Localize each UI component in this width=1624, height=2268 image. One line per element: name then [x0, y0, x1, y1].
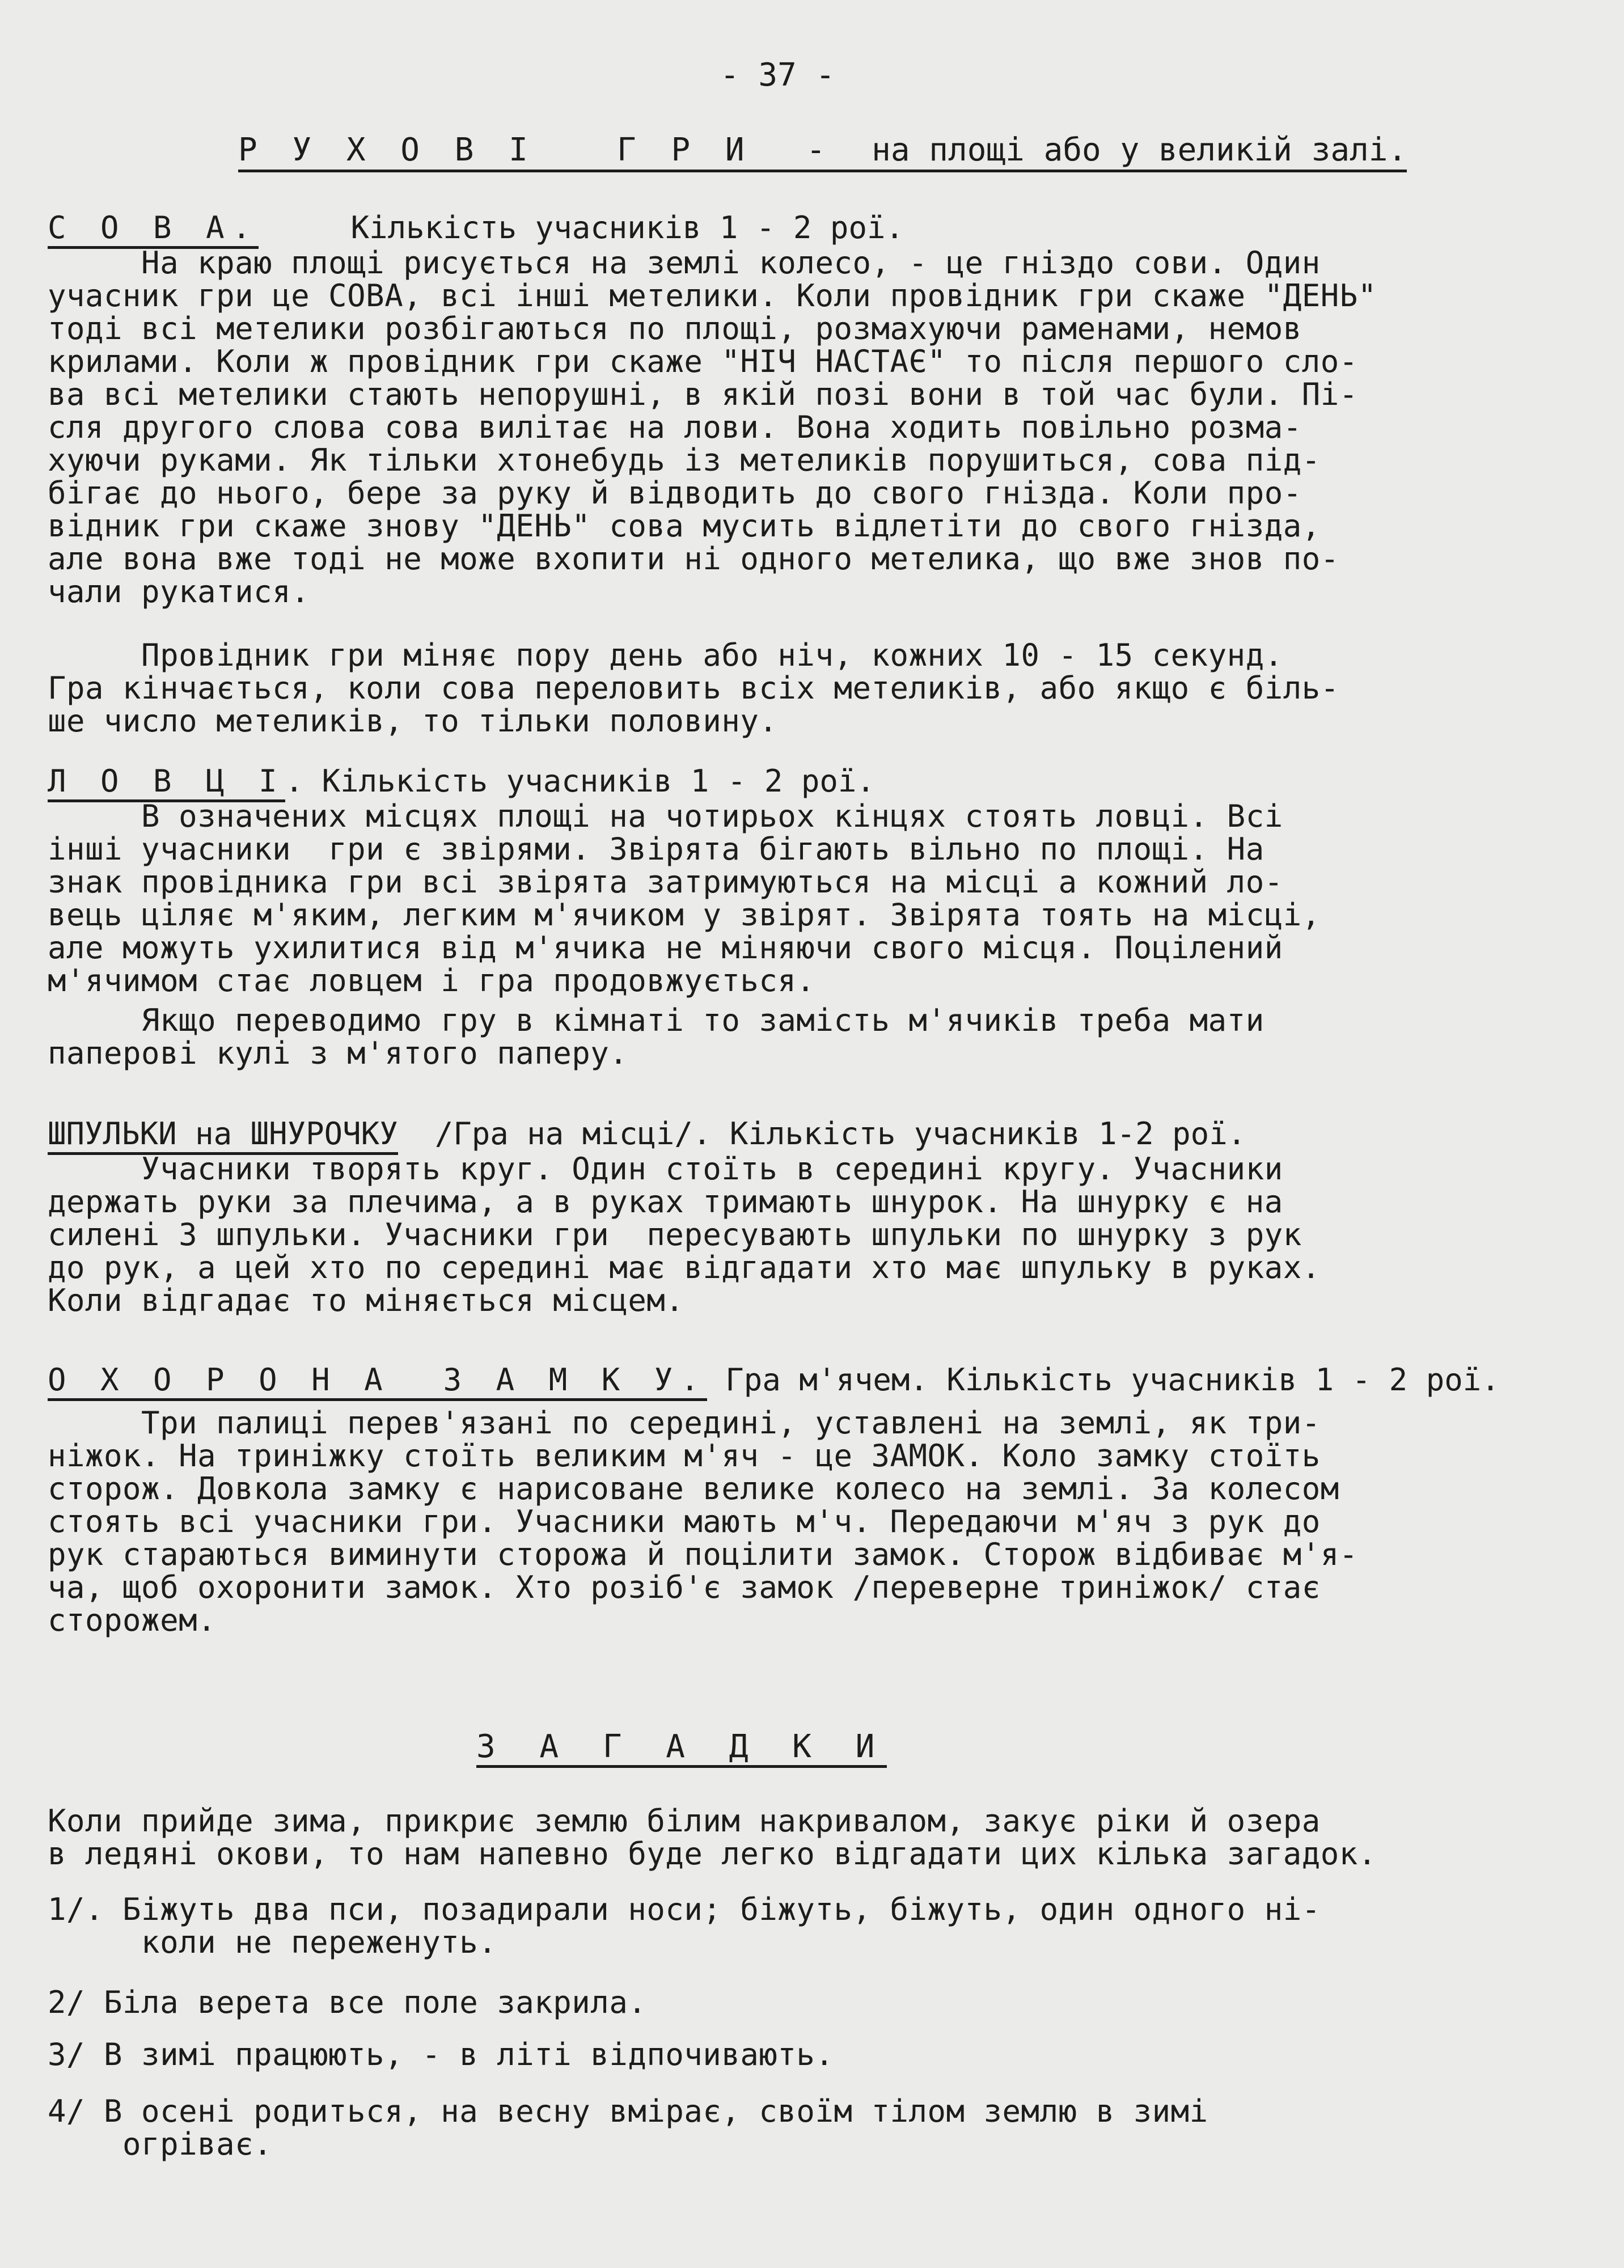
text-line: рук стараються виминути сторожа й поцілити замок. Сторож відбиває м'я-	[48, 1537, 1358, 1572]
text-line: На краю площі рисується на землі колесо, - це гніздо сови. Один	[48, 245, 1321, 281]
section-lovtsi-name: Л О В Ц І	[48, 763, 285, 802]
text-line: Три палиці перев'язані по середині, уставлені на землі, як три-	[48, 1405, 1321, 1441]
text-line: ше число метеликів, то тільки половину.	[48, 703, 778, 739]
section-okhorona-heading	[48, 1362, 1500, 1398]
text-line: хуючи руками. Як тільки хтонебудь із метеликів порушиться, сова під-	[48, 442, 1321, 478]
section-shpulky-participants: /Гра на місці/. Кількість учасників 1-2 рої.	[397, 1116, 1246, 1152]
text-line: м'ячимом стає ловцем і гра продовжується.	[48, 963, 815, 998]
text-line: Провідник гри міняє пору день або ніч, кожних 10 - 15 секунд.	[48, 637, 1283, 673]
riddle-item: 3/ В зимі працюють, - в літі відпочивають.	[48, 2037, 834, 2072]
riddle-item: 1/. Біжуть два пси, позадирали носи; біжуть, біжуть, один одного ні-	[48, 1892, 1321, 1927]
text-line: але вона вже тоді не може вхопити ні одного метелика, що вже знов по-	[48, 541, 1339, 577]
text-line: але можуть ухилитися від м'ячика не міняючи свого місця. Поцілений	[48, 930, 1283, 966]
riddles-intro-line: Коли прийде зима, прикриє землю білим накривалом, закує ріки й озера	[48, 1803, 1321, 1839]
section-sova-heading	[48, 210, 904, 246]
text-line: чали рукатися.	[48, 574, 310, 610]
riddle-item: огріває.	[48, 2126, 273, 2162]
section-shpulky-heading	[48, 1116, 1246, 1152]
text-line: держать руки за плечима, а в руках тримають шнурок. На шнурку є на	[48, 1184, 1283, 1220]
text-line: В означених місцях площі на чотирьох кінцях стоять ловці. Всі	[48, 798, 1283, 834]
text-line: учасник гри це СОВА, всі інші метелики. Коли провідник гри скаже "ДЕНЬ"	[48, 278, 1377, 314]
text-line: Коли відгадає то міняється місцем.	[48, 1283, 684, 1318]
text-line: сля другого слова сова вилітає на лови. Вона ходить повільно розма-	[48, 409, 1302, 445]
section-lovtsi-heading	[48, 763, 875, 799]
text-line: знак провідника гри всі звірята затримуються на місці а кожний ло-	[48, 864, 1283, 900]
text-line: тоді всі метелики розбігаються по площі, розмахуючи раменами, немов	[48, 311, 1302, 346]
text-line: Учасники творять круг. Один стоїть в середині кругу. Учасники	[48, 1151, 1283, 1187]
page-number: - 37 -	[720, 57, 835, 94]
text-line: вець ціляє м'яким, легким м'ячиком у звірят. Звірята тоять на місці,	[48, 897, 1321, 933]
section-okhorona-name: О Х О Р О Н А З А М К У.	[48, 1362, 707, 1401]
section-sova-participants: Кількість учасників 1 - 2 рої.	[259, 210, 904, 246]
section-shpulky-name: ШПУЛЬКИ на ШНУРОЧКУ	[48, 1116, 398, 1155]
title-part-2: на площі або у великій залі.	[833, 132, 1407, 168]
text-line: крилами. Коли ж провідник гри скаже "НІЧ НАСТАЄ" то після першого сло-	[48, 344, 1358, 379]
text-line: до рук, а цей хто по середині має відгадати хто має шпульку в руках.	[48, 1250, 1321, 1285]
riddle-item: 2/ Біла верета все поле закрила.	[48, 1984, 647, 2020]
text-line: ва всі метелики стають непорушні, в якій позі вони в той час були. Пі-	[48, 376, 1358, 412]
text-line: Якщо переводимо гру в кімнаті то замість м'ячиків треба мати	[48, 1002, 1264, 1038]
riddles-heading: З А Г А Д К И	[476, 1728, 887, 1768]
text-line: стоять всі учасники гри. Учасники мають м'ч. Передаючи м'яч з рук до	[48, 1504, 1321, 1539]
text-line: Гра кінчається, коли сова переловить всіх метеликів, або якщо є біль-	[48, 670, 1339, 706]
section-okhorona-participants: Гра м'ячем. Кількість учасників 1 - 2 рої.	[707, 1362, 1500, 1398]
text-line: інші учасники гри є звірями. Звірята бігають вільно по площі. На	[48, 831, 1264, 867]
text-line: паперові кулі з м'ятого паперу.	[48, 1035, 628, 1071]
riddle-item: коли не переженуть.	[48, 1924, 497, 1960]
text-line: сторож. Довкола замку є нарисоване велике колесо на землі. За колесом	[48, 1471, 1339, 1507]
page-title	[238, 132, 1407, 172]
text-line: ніжок. На триніжку стоїть великим м'яч - це ЗАМОК. Коло замку стоїть	[48, 1438, 1321, 1474]
section-sova-name: С О В А.	[48, 210, 259, 249]
text-line: ча, щоб охоронити замок. Хто розіб'є замок /переверне триніжок/ стає	[48, 1569, 1321, 1605]
title-part-1: Р У Х О В І Г Р И -	[238, 132, 834, 168]
riddles-intro-line: в ледяні окови, то нам напевно буде легко відгадати цих кілька загадок.	[48, 1836, 1377, 1872]
text-line: сторожем.	[48, 1602, 217, 1638]
text-line: бігає до нього, бере за руку й відводить до свого гнізда. Коли про-	[48, 475, 1302, 511]
text-line: відник гри скаже знову "ДЕНЬ" сова мусить відлетіти до свого гнізда,	[48, 508, 1321, 544]
riddle-item: 4/ В осені родиться, на весну вмірає, своїм тілом землю в зимі	[48, 2093, 1208, 2129]
section-lovtsi-participants: . Кількість учасників 1 - 2 рої.	[285, 763, 875, 799]
text-line: силені 3 шпульки. Учасники гри пересувають шпульки по шнурку з рук	[48, 1217, 1302, 1253]
